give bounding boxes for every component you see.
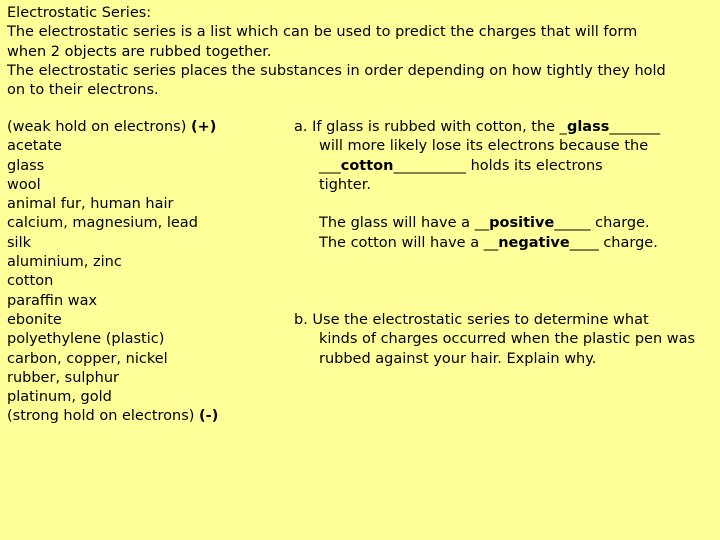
question-a-text: The cotton will have a __ xyxy=(319,234,499,251)
question-a-line-3 xyxy=(294,157,714,176)
question-a-line-6 xyxy=(294,234,714,253)
questions xyxy=(294,118,714,369)
electrostatic-series-list xyxy=(7,118,277,427)
answer-glass: glass xyxy=(566,119,610,135)
answer-positive: positive xyxy=(489,215,555,232)
series-item: cotton xyxy=(7,273,54,290)
question-a-line-1 xyxy=(294,118,714,137)
intro-title: Electrostatic Series: xyxy=(7,5,152,21)
intro-text xyxy=(7,4,713,100)
question-b-line-3: rubbed against your hair. Explain why. xyxy=(319,350,597,367)
intro-line-1: The electrostatic series is a list which can be used to predict the charges that will form xyxy=(7,24,638,41)
series-item: carbon, copper, nickel xyxy=(7,350,168,367)
series-item: platinum, gold xyxy=(7,389,112,406)
negative-sign: (-) xyxy=(199,408,219,425)
strong-hold-label: (strong hold on electrons) xyxy=(7,408,200,425)
series-item: silk xyxy=(7,234,32,251)
question-b-line-2: kinds of charges occurred when the plastic pen was xyxy=(319,331,696,348)
question-a-text: _____ charge. xyxy=(554,215,650,232)
question-a-line-5 xyxy=(294,214,714,233)
series-item: acetate xyxy=(7,138,62,155)
series-item: calcium, magnesium, lead xyxy=(7,215,198,232)
question-a-text: The glass will have a __ xyxy=(319,215,490,232)
answer-negative: negative xyxy=(498,234,570,251)
question-a-text: __________ holds its electrons xyxy=(393,157,603,174)
answer-blank: _______ xyxy=(609,119,661,135)
question-a-line-4: tighter. xyxy=(319,176,371,193)
question-b-line-1: b. Use the electrostatic series to determine what xyxy=(294,311,649,328)
series-item: polyethylene (plastic) xyxy=(7,331,165,348)
series-bottom-label xyxy=(7,407,277,426)
answer-blank: ___ xyxy=(319,157,341,174)
answer-cotton: cotton xyxy=(340,157,394,174)
series-item: glass xyxy=(7,157,45,174)
positive-sign: (+) xyxy=(190,119,217,135)
series-top-label xyxy=(7,118,277,137)
weak-hold-label: (weak hold on electrons) xyxy=(7,119,191,135)
intro-line-2: when 2 objects are rubbed together. xyxy=(7,43,272,60)
series-item: aluminium, zinc xyxy=(7,254,122,271)
series-item: wool xyxy=(7,176,41,193)
question-a-text: a. If glass is rubbed with cotton, the _ xyxy=(294,119,567,135)
intro-line-4: on to their electrons. xyxy=(7,82,159,99)
question-a-line-2: will more likely lose its electrons because the xyxy=(319,138,649,155)
spacer xyxy=(294,195,714,214)
spacer xyxy=(294,292,714,311)
spacer xyxy=(294,253,714,292)
series-item: rubber, sulphur xyxy=(7,369,119,386)
intro-line-3: The electrostatic series places the substances in order depending on how tightly they hold xyxy=(7,62,666,79)
series-item: ebonite xyxy=(7,311,62,328)
question-a-text: ____ charge. xyxy=(569,234,658,251)
series-item: paraffin wax xyxy=(7,292,98,309)
series-item: animal fur, human hair xyxy=(7,196,174,213)
